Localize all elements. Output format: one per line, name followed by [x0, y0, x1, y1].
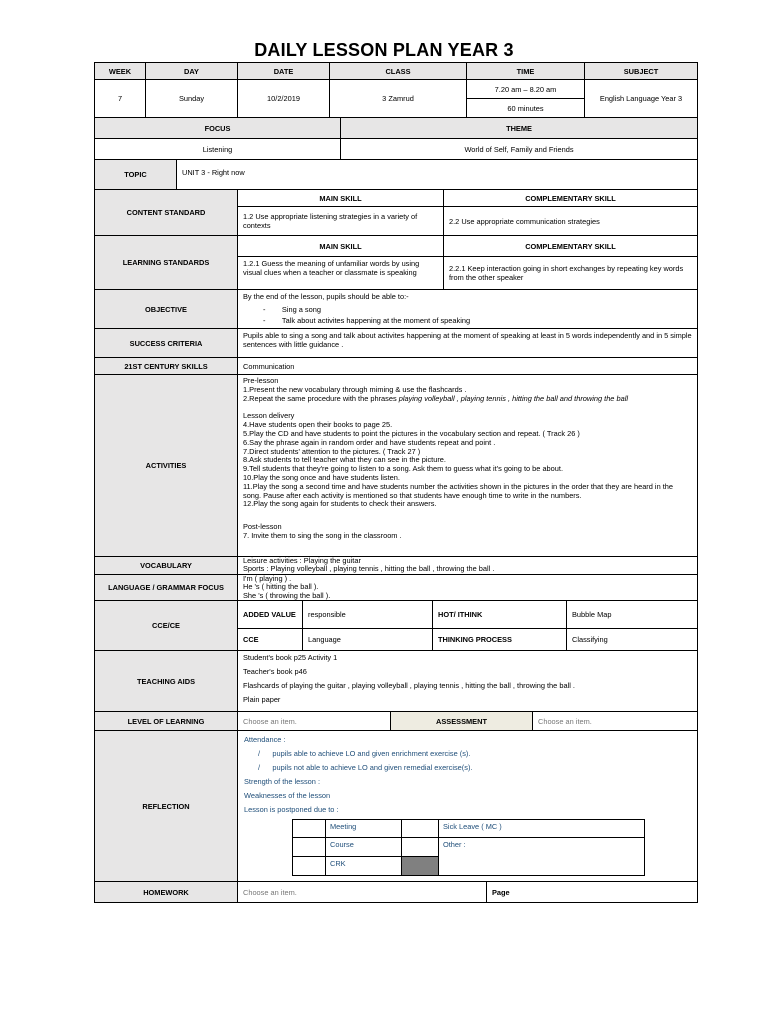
thinking-process-label: THINKING PROCESS	[433, 629, 567, 651]
content-main-skill: 1.2 Use appropriate listening strategies in a variety of contexts	[238, 207, 444, 236]
objective-label: OBJECTIVE	[95, 290, 238, 329]
duration-value: 60 minutes	[467, 99, 585, 118]
vocabulary-label: VOCABULARY	[95, 557, 238, 575]
cce-value: Language	[303, 629, 433, 651]
level-of-learning-label: LEVEL OF LEARNING	[95, 712, 238, 731]
page-title: DAILY LESSON PLAN YEAR 3	[254, 40, 514, 60]
grammar-line: She 's ( throwing the ball ).	[243, 590, 331, 600]
course-label: Course	[326, 838, 402, 857]
pre-lesson-title: Pre-lesson	[243, 376, 279, 385]
homework-label: HOMEWORK	[95, 882, 238, 902]
class-header: CLASS	[330, 63, 467, 80]
time-header: TIME	[467, 63, 585, 80]
day-header: DAY	[146, 63, 238, 80]
delivery-step: 6.Say the phrase again in random order and have students repeat and point .	[243, 437, 496, 447]
subject-header: SUBJECT	[585, 63, 697, 80]
week-header: WEEK	[95, 63, 146, 80]
assessment-label: ASSESSMENT	[391, 712, 533, 731]
post-lesson-title: Post-lesson	[243, 522, 282, 532]
level-of-learning-dropdown[interactable]: Choose an item.	[238, 712, 391, 731]
other-label: Other :	[443, 840, 466, 849]
learning-standards-label: LEARNING STANDARDS	[95, 236, 238, 290]
reflection-label: REFLECTION	[95, 731, 238, 882]
content-standard-label: CONTENT STANDARD	[95, 190, 238, 236]
vocabulary-content	[238, 557, 697, 575]
vocabulary-line: Sports : Playing volleyball , playing tennis , hitting the ball , throwing the ball .	[243, 564, 495, 574]
thinking-process-value: Classifying	[567, 629, 697, 651]
content-comp-skill-header: COMPLEMENTARY SKILL	[444, 190, 697, 207]
other-checkbox[interactable]	[402, 838, 439, 857]
teaching-aid-item: Flashcards of playing the guitar , playing volleyball , playing tennis , hitting the ball , throwing the ball .	[243, 681, 575, 690]
grammar-line: I'm ( playing ) .	[243, 575, 292, 583]
teaching-aids-content	[238, 651, 697, 712]
focus-value: Listening	[95, 139, 341, 160]
postponed-reasons-table	[292, 819, 645, 876]
assessment-dropdown[interactable]: Choose an item.	[533, 712, 697, 731]
sick-leave-checkbox[interactable]	[402, 820, 439, 838]
day-value: Sunday	[146, 80, 238, 118]
time-value: 7.20 am – 8.20 am	[467, 80, 585, 99]
delivery-step: 10.Play the song once and have students listen.	[243, 472, 400, 482]
activities-label: ACTIVITIES	[95, 375, 238, 557]
meeting-checkbox[interactable]	[293, 820, 326, 838]
added-value: responsible	[303, 601, 433, 629]
course-checkbox[interactable]	[293, 838, 326, 857]
teaching-aid-item: Teacher's book p46	[243, 667, 307, 676]
vocabulary-line: Leisure activities : Playing the guitar	[243, 557, 361, 565]
delivery-step: 12.Play the song again for students to check their answers.	[243, 499, 437, 509]
hot-label: HOT/ ITHINK	[433, 601, 567, 629]
weakness-text: Weaknesses of the lesson	[244, 791, 331, 800]
content-main-skill-header: MAIN SKILL	[238, 190, 444, 207]
learning-comp-skill-header: COMPLEMENTARY SKILL	[444, 236, 697, 257]
delivery-step: 11.Play the song a second time and have students number the activities shown in the pictures in the order that they are heard in the song. Pause after each activity is mentioned so that students have enough time to write in the numbers.	[243, 481, 674, 500]
objective-content	[238, 290, 697, 329]
delivery-title: Lesson delivery	[243, 411, 295, 421]
grammar-content	[238, 575, 697, 601]
lesson-plan-table	[94, 62, 698, 903]
grammar-line: He 's ( hitting the ball ).	[243, 582, 319, 592]
topic-value: UNIT 3 - Right now	[177, 160, 697, 190]
learning-main-skill: 1.2.1 Guess the meaning of unfamiliar words by using visual clues when a teacher or classmate is speaking	[238, 257, 444, 290]
post-lesson-step: 7. Invite them to sing the song in the classroom .	[243, 530, 402, 540]
delivery-step: 4.Have students open their books to page 25.	[243, 420, 393, 430]
pre-lesson-step: 1.Present the new vocabulary through miming & use the flashcards .	[243, 384, 467, 394]
crk-shaded-cell	[402, 857, 439, 875]
21st-century-label: 21ST CENTURY SKILLS	[95, 358, 238, 375]
focus-header: FOCUS	[95, 118, 341, 139]
meeting-label: Meeting	[326, 820, 402, 838]
reflection-line: / pupils able to achieve LO and given enrichment exercise (s).	[258, 749, 471, 758]
cce-sub-label: CCE	[238, 629, 303, 651]
teaching-aid-item: Student's book p25 Activity 1	[243, 653, 338, 662]
pre-lesson-step: 2.Repeat the same procedure with the phrases playing volleyball , playing tennis , hitting the ball and throwing the ball	[243, 393, 628, 403]
topic-label: TOPIC	[95, 160, 177, 190]
class-value: 3 Zamrud	[330, 80, 467, 118]
attendance-text: Attendance :	[244, 735, 286, 744]
21st-century-value: Communication	[238, 358, 697, 375]
date-value: 10/2/2019	[238, 80, 330, 118]
delivery-step: 7.Direct students' attention to the pictures. ( Track 27 )	[243, 446, 421, 456]
delivery-step: 9.Tell students that they're going to listen to a song. Ask them to guess what it's going to be about.	[243, 464, 563, 474]
theme-value: World of Self, Family and Friends	[341, 139, 697, 160]
homework-page-label: Page	[492, 887, 510, 897]
strength-text: Strength of the lesson :	[244, 777, 321, 786]
delivery-step: 5.Play the CD and have students to point the pictures in the vocabulary section and repeat. ( Track 26 )	[243, 428, 580, 438]
sick-leave-label: Sick Leave ( MC )	[439, 820, 644, 838]
crk-checkbox[interactable]	[293, 857, 326, 875]
objective-item: - Talk about activites happening at the moment of speaking	[263, 316, 471, 325]
added-value-label: ADDED VALUE	[238, 601, 303, 629]
teaching-aids-label: TEACHING AIDS	[95, 651, 238, 712]
cce-label: CCE/CE	[95, 601, 238, 651]
subject-value: English Language Year 3	[585, 80, 697, 118]
date-header: DATE	[238, 63, 330, 80]
week-value: 7	[95, 80, 146, 118]
success-criteria-label: SUCCESS CRITERIA	[95, 329, 238, 358]
crk-label: CRK	[326, 857, 402, 875]
content-comp-skill: 2.2 Use appropriate communication strategies	[444, 207, 697, 236]
reflection-content	[238, 731, 697, 882]
homework-dropdown[interactable]: Choose an item.	[238, 882, 487, 902]
learning-comp-skill: 2.2.1 Keep interaction going in short exchanges by repeating key words from the other speaker	[444, 257, 697, 290]
reflection-line: / pupils not able to achieve LO and given remedial exercise(s).	[258, 763, 473, 772]
activities-content	[238, 375, 697, 557]
grammar-label: LANGUAGE / GRAMMAR FOCUS	[95, 575, 238, 601]
teaching-aid-item: Plain paper	[243, 695, 281, 704]
objective-intro: By the end of the lesson, pupils should be able to:-	[243, 292, 409, 301]
theme-header: THEME	[341, 118, 697, 139]
objective-item: - Sing a song	[263, 305, 321, 314]
learning-main-skill-header: MAIN SKILL	[238, 236, 444, 257]
success-criteria-text: Pupils able to sing a song and talk about activites happening at the moment of speaking at least in 5 words independently and in 5 simple sentences with little guidance .	[238, 329, 697, 358]
delivery-step: 8.Ask students to tell teacher what they can see in the picture.	[243, 455, 446, 465]
postponed-text: Lesson is postponed due to :	[244, 805, 339, 814]
hot-value: Bubble Map	[567, 601, 697, 629]
